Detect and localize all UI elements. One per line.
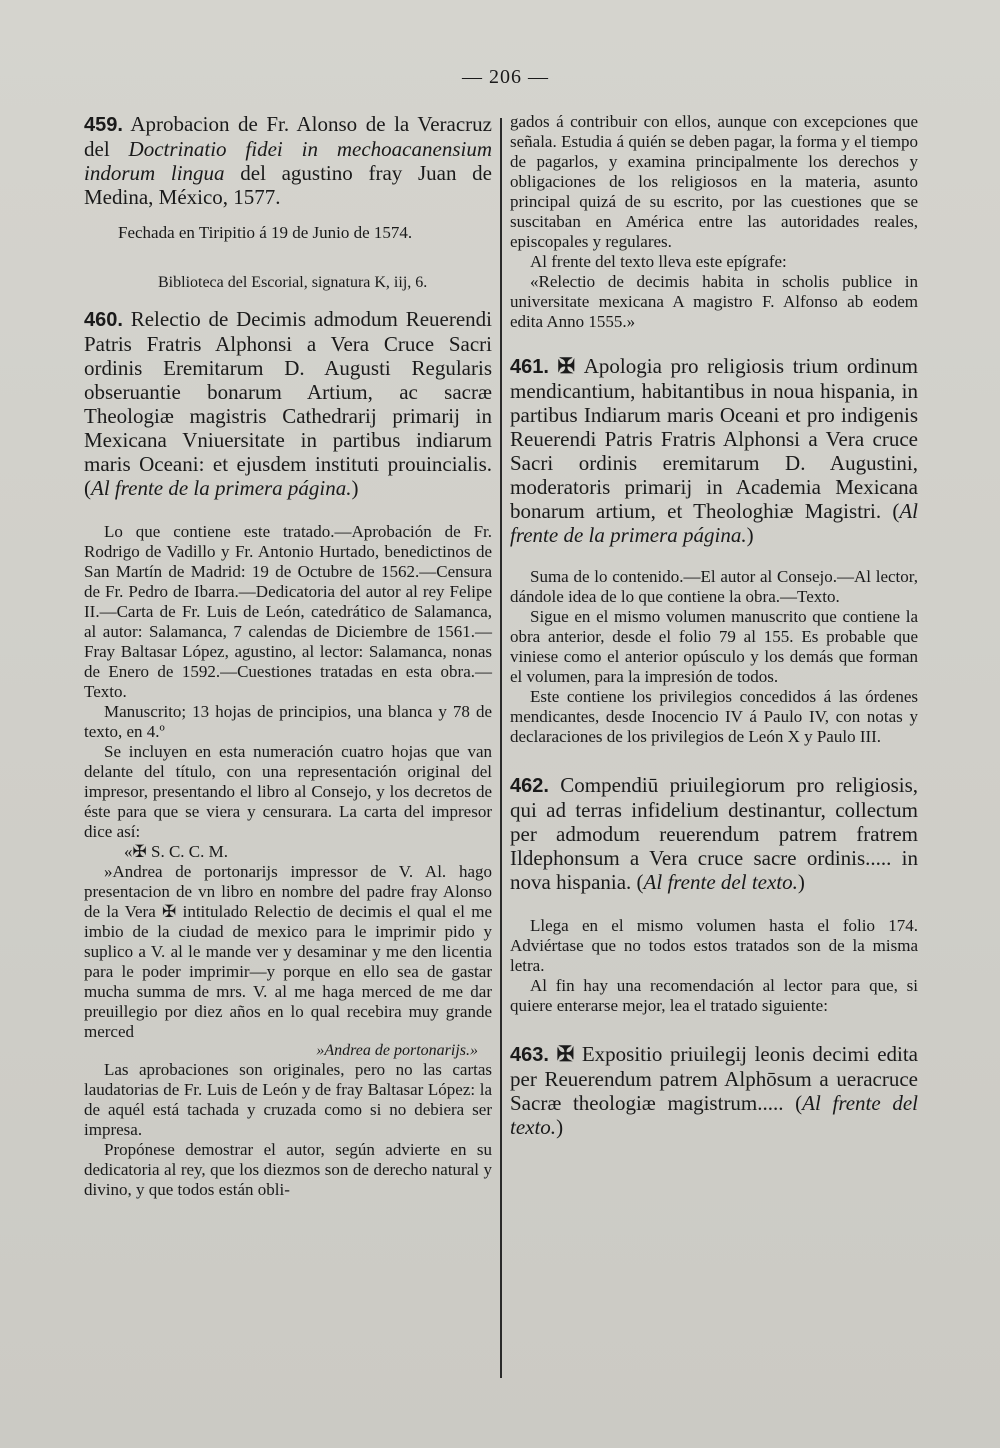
entry-close: ) (351, 476, 359, 500)
entry-461 (510, 354, 918, 547)
entry-text: del agustino fray Juan de Medina, México, 1577. (84, 161, 492, 209)
epigraph-intro: Al frente del texto lleva este epígrafe: (530, 252, 787, 271)
entry-text: Aprobacion de Fr. Alonso de la Veracruz del (84, 112, 492, 161)
description-paragraph: Se incluyen en esta numeración cuatro hojas que van delante del título, con una representación original del impresor, presentando el libro al Consejo, y los decretos de éste para que se viera y censurara. La carta del impresor dice así: (84, 742, 492, 841)
manuscript-paragraph: Manuscrito; 13 hojas de principios, una blanca y 78 de texto, en 4.º (84, 702, 492, 741)
entry-number: 459. (84, 114, 123, 136)
printer-letter: »Andrea de portonarijs impressor de V. Al. hago presentacion de vn libro en nombre del padre fray Alonso de la Vera ✠ intitulado Relectio de decimis el qual el me imbio de la ciudad de mexico para le imprimir pido y suplico a V. al le mande ver y desaminar y me den licentia para le poder imprimir—y porque en ello sea de gastar mucha summa de mrs. V. al me haga merced de me dar preuillegio por diez años en lo qual recebira muy grande merced (84, 862, 492, 1041)
entry-460 (84, 307, 492, 500)
entry-close: ) (797, 870, 805, 894)
entry-close: ) (556, 1115, 564, 1139)
epigraph-text: «Relectio de decimis habita in scholis publice in universitate mexicana A magistro F. Alfonso ab eodem edita Anno 1555.» (510, 272, 918, 331)
entry-text: Apologia pro religiosis trium ordinum mendicantium, habitantibus in noua hispania, in partibus Indiarum maris Oceani et pro indigenis Reuerendi Patris Fratris Alphonsi a Vera cruce Sacri ordinis eremitarum D. Augustini, moderatoris primarij in Academia Mexicana bonarum artium, et Theologhiæ Magistri. ( (510, 354, 918, 523)
entry-463 (510, 1042, 918, 1139)
page-number: — 206 — (462, 66, 549, 88)
entry-date-note: Fechada en Tiripitio á 19 de Junio de 1574. (118, 223, 413, 242)
column-divider (500, 118, 502, 1378)
privileges-paragraph: Este contiene los privilegios concedidos á las órdenes mendicantes, desde Inocencio IV á Paulo IV, con notas y declaraciones de los privilegios de León X y Paulo III. (510, 687, 918, 746)
entry-number: 463. (510, 1044, 549, 1066)
letter-signature: »Andrea de portonarijs.» (316, 1042, 478, 1059)
entry-number: 462. (510, 775, 549, 797)
entry-text: Relectio de Decimis admodum Reuerendi Patris Fratris Alphonsi a Vera Cruce Sacri ordinis Eremitarum D. Augusti Regularis obseruantie bonarum Artium, ac sacræ Theologiæ magistris Cathedrarij primarij in Mexicana Vniuersitate in partibus indiarum maris Oceani: et ejusdem instituti prouincialis. ( (84, 307, 492, 500)
cross-icon: ✠ (548, 354, 584, 378)
entry-459 (84, 112, 492, 209)
entry-462 (510, 773, 918, 894)
library-signature: Biblioteca del Escorial, signatura K, iij, 6. (158, 274, 428, 291)
cross-icon: ✠ (548, 1042, 582, 1066)
summary-paragraph: Suma de lo contenido.—El autor al Consejo.—Al lector, dándole idea de lo que contiene la obra.—Texto. (510, 567, 918, 606)
entry-italic-note: Al frente de la primera página. (91, 476, 352, 500)
entry-text: Expositio priuilegij leonis decimi edita per Reuerendum patrem Alphōsum a ueracruce Sacræ theologiæ magistrum..... ( (510, 1042, 918, 1115)
entry-italic-note: Al frente del texto. (510, 1091, 918, 1139)
recommendation-paragraph: Al fin hay una recomendación al lector para que, si quiere enterarse mejor, lea el tratado siguiente: (510, 976, 918, 1015)
letter-heading: «✠ S. C. C. M. (124, 842, 228, 861)
entry-italic-note: Al frente del texto. (643, 870, 798, 894)
entry-italic-title: Doctrinatio fidei in mechoacanensium indorum lingua (84, 137, 492, 185)
entry-close: ) (746, 523, 754, 547)
entry-number: 461. (510, 356, 549, 378)
contents-paragraph: Lo que contiene este tratado.—Aprobación de Fr. Rodrigo de Vadillo y Fr. Antonio Hurtado, benedictinos de San Martín de Madrid: 19 de Octubre de 1562.—Censura de Fr. Pedro de Ibarra.—Dedicatoria del autor al rey Felipe II.—Carta de Fr. Luis de León, catedrático de Salamanca, al autor: Salamanca, 7 calendas de Diciembre de 1561.—Fray Baltasar López, agustino, al lector: Salamanca, nonas de Enero de 1592.—Cuestiones tratadas en esta obra.—Texto. (84, 522, 492, 701)
entry-text: Compendiū priuilegiorum pro religiosis, qui ad terras infidelium destinantur, collectum per admodum reuerendum patrem fratrem Ildephonsum a Vera cruce sacre ordinis..... in nova hispania. ( (510, 773, 918, 894)
entry-number: 460. (84, 309, 123, 331)
left-column (84, 112, 492, 1200)
continued-paragraph: gados á contribuir con ellos, aunque con excepciones que señala. Estudia á quién se deben pagar, la forma y el tiempo de pagarlos, y examina principalmente los derechos y obligaciones de los religiosos en la materia, asunto principal quizá de su escrito, por las cuestiones que se suscitaban en América entre las autoridades reales, episcopales y regulares. (510, 112, 918, 251)
approvals-paragraph: Las aprobaciones son originales, pero no las cartas laudatorias de Fr. Luis de León y de fray Baltasar López: la de aquél está tachada y cruzada como si no debiera ser impresa. (84, 1060, 492, 1139)
right-column (510, 112, 918, 1139)
purpose-paragraph: Propónese demostrar el autor, según advierte en su dedicatoria al rey, que los diezmos son de derecho natural y divino, y que todos están obli- (84, 1140, 492, 1199)
folio-paragraph: Llega en el mismo volumen hasta el folio 174. Adviértase que no todos estos tratados son de la misma letra. (510, 916, 918, 975)
volume-paragraph: Sigue en el mismo volumen manuscrito que contiene la obra anterior, desde el folio 79 al 155. Es probable que viniese como el anterior opúsculo y los demás que forman el volumen, para la impresión de todos. (510, 607, 918, 686)
entry-italic-note: Al frente de la primera página. (510, 499, 918, 547)
